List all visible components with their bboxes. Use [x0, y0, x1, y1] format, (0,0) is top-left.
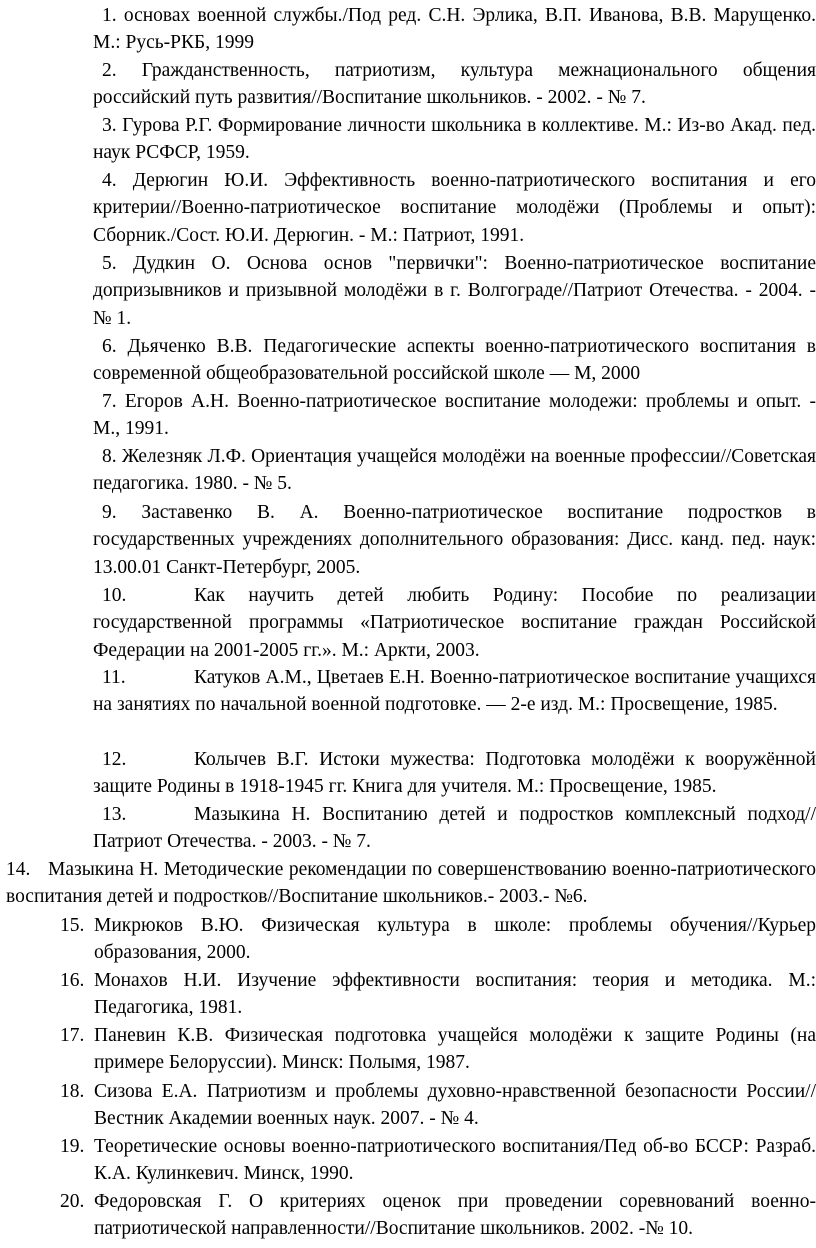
reference-text: Сизова Е.А. Патриотизм и проблемы духовно-нравственной безопасности России//Вестник Академии военных наук. 2007. - № 4. — [94, 1081, 816, 1130]
reference-text: Егоров А.Н. Военно-патриотическое воспитание молодежи: проблемы и опыт. - М., 1991. — [93, 391, 816, 440]
reference-number: 6. — [102, 336, 117, 357]
reference-item-6 — [93, 333, 816, 388]
reference-text: Мазыкина Н. Методические рекомендации по совершенствованию военно-патриотического воспитания детей и подростков//Воспитание школьников.- 2003.- №6. — [6, 859, 816, 908]
reference-item-13 — [93, 801, 816, 856]
reference-text: Паневин К.В. Физическая подготовка учащейся молодёжи к защите Родины (на примере Белоруссии). Минск: Полымя, 1987. — [94, 1025, 816, 1074]
reference-text: Федоровская Г. О критериях оценок при проведении соревнований военно-патриотической направленности//Воспитание школьников. 2002. -№ 10. — [94, 1191, 816, 1240]
reference-number: 16. — [60, 970, 85, 991]
reference-number: 18. — [60, 1081, 85, 1102]
reference-item-9 — [93, 499, 816, 581]
reference-number: 9. — [102, 502, 117, 523]
reference-text: Дьяченко В.В. Педагогические аспекты военно-патриотического воспитания в современной общеобразовательной российской школе — М, 2000 — [93, 336, 816, 385]
reference-number: 12. — [102, 749, 127, 770]
reference-text: Гурова Р.Г. Формирование личности школьника в коллективе. М.: Из-во Акад. пед. наук РСФСР, 1959. — [93, 115, 816, 164]
reference-number: 14. — [6, 859, 31, 880]
reference-text: Железняк Л.Ф. Ориентация учащейся молодёжи на военные профессии//Советская педагогика. 1980. - № 5. — [93, 446, 816, 495]
reference-number: 17. — [60, 1025, 85, 1046]
reference-text: Катуков А.М., Цветаев Е.Н. Военно-патриотическое воспитание учащихся на занятиях по начальной военной подготовке. — 2-е изд. М.: Просвещение, 1985. — [93, 667, 816, 716]
reference-number: 20. — [60, 1191, 85, 1212]
reference-item-16 — [60, 967, 816, 1022]
reference-text: Дерюгин Ю.И. Эффективность военно-патриотического воспитания и его критерии//Военно-патриотическое воспитание молодёжи (Проблемы и опыт): Сборник./Сост. Ю.И. Дерюгин. - М.: Патриот, 1991. — [93, 170, 816, 246]
reference-number: 5. — [102, 253, 117, 274]
reference-item-3 — [93, 112, 816, 167]
reference-item-14 — [6, 856, 816, 911]
reference-text: Как научить детей любить Родину: Пособие по реализации государственной программы «Патриотическое воспитание граждан Российской Федерации на 2001-2005 гг.». М.: Аркти, 2003. — [93, 585, 816, 661]
reference-item-11 — [93, 664, 816, 719]
reference-text: Теоретические основы военно-патриотического воспитания/Пед об-во БССР: Разраб. К.А. Кулинкевич. Минск, 1990. — [94, 1136, 816, 1185]
reference-number: 1. — [102, 5, 117, 26]
reference-item-15 — [60, 912, 816, 967]
reference-item-5 — [93, 250, 816, 332]
reference-number: 8. — [102, 446, 117, 467]
reference-text: Дудкин О. Основа основ "первички": Военно-патриотическое воспитание допризывников и призывной молодёжи в г. Волгограде//Патриот Отечества. - 2004. - № 1. — [93, 253, 816, 329]
reference-number: 10. — [102, 585, 127, 606]
reference-text: Микрюков В.Ю. Физическая культура в школе: проблемы обучения//Курьер образования, 2000. — [94, 915, 816, 964]
reference-text: Гражданственность, патриотизм, культура межнационального общения российский путь развития//Воспитание школьников. - 2002. - № 7. — [93, 60, 816, 109]
reference-number: 7. — [102, 391, 117, 412]
reference-item-19 — [60, 1133, 816, 1188]
reference-text: основах военной службы./Под ред. С.Н. Эрлика, В.П. Иванова, В.В. Марущенко. М.: Русь-РКБ, 1999 — [93, 5, 816, 54]
reference-item-4 — [93, 167, 816, 249]
reference-item-18 — [60, 1078, 816, 1133]
reference-number: 13. — [102, 804, 127, 825]
reference-text: Заставенко В. А. Военно-патриотическое воспитание подростков в государственных учреждениях дополнительного образования: Дисс. канд. пед. наук: 13.00.01 Санкт-Петербург, 2005. — [93, 502, 816, 578]
reference-item-2 — [93, 57, 816, 112]
reference-number: 3. — [102, 115, 117, 136]
reference-item-20 — [60, 1188, 816, 1243]
reference-number: 11. — [102, 667, 126, 688]
reference-number: 19. — [60, 1136, 85, 1157]
reference-number: 2. — [102, 60, 117, 81]
reference-item-7 — [93, 388, 816, 443]
reference-text: Колычев В.Г. Истоки мужества: Подготовка молодёжи к вооружённой защите Родины в 1918-1945 гг. Книга для учителя. М.: Просвещение, 1985. — [93, 749, 816, 798]
reference-number: 15. — [60, 915, 85, 936]
reference-item-1 — [93, 2, 816, 57]
reference-item-17 — [60, 1022, 816, 1077]
reference-text: Мазыкина Н. Воспитанию детей и подростков комплексный подход//Патриот Отечества. - 2003. - № 7. — [93, 804, 816, 853]
reference-item-10 — [93, 582, 816, 664]
reference-text: Монахов Н.И. Изучение эффективности воспитания: теория и методика. М.: Педагогика, 1981. — [94, 970, 816, 1019]
reference-item-12 — [93, 746, 816, 801]
reference-item-8 — [93, 443, 816, 498]
reference-number: 4. — [102, 170, 117, 191]
